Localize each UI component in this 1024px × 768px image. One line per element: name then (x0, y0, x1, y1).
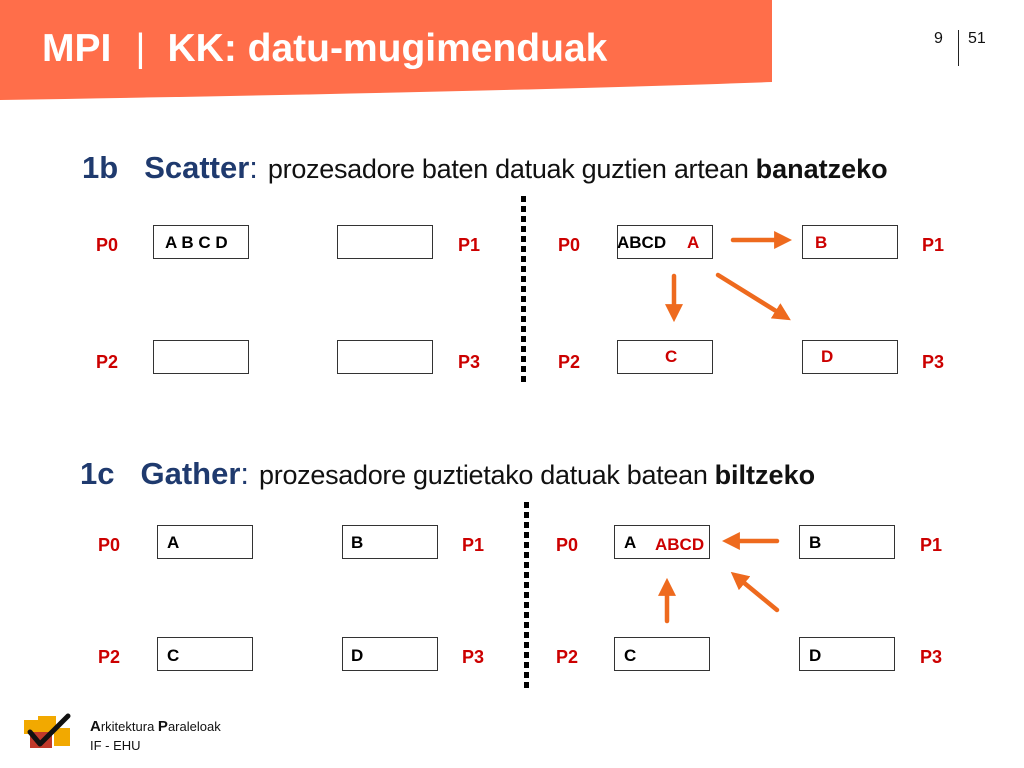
gather-keyword: Gather (140, 456, 241, 491)
gather-after-label-p2: P2 (556, 647, 579, 667)
scatter-after-label-p2: P2 (558, 352, 581, 372)
gather-number: 1c (80, 456, 115, 491)
footer-course-name: Arkitektura Paraleloak (90, 718, 221, 735)
gather-before-label-p2: P2 (98, 647, 121, 667)
scatter-keyword: Scatter (144, 150, 250, 185)
gather-after-box-p1-text: B (809, 533, 822, 552)
gather-after-label-p3: P3 (920, 647, 943, 667)
gather-before-box-p2-text: C (167, 646, 180, 665)
scatter-before-label-p2: P2 (96, 352, 119, 372)
gather-after-label-p0: P0 (556, 535, 579, 555)
gather-before-box-p3-text: D (351, 646, 364, 665)
scatter-after-box-p3-text: D (821, 347, 834, 366)
gather-arrow-from-p3 (737, 577, 777, 610)
scatter-after-box-p2-text: C (665, 347, 678, 366)
scatter-after-label-p3: P3 (922, 352, 945, 372)
gather-before-label-p0: P0 (98, 535, 121, 555)
gather-after-box-p3-text: D (809, 646, 822, 665)
scatter-before-label-p0: P0 (96, 235, 119, 255)
scatter-colon: : (249, 150, 258, 185)
ehu-checkmark-logo (24, 712, 74, 750)
gather-before-box-p0-text: A (167, 533, 180, 552)
scatter-after-label-p1: P1 (922, 235, 945, 255)
page-number-current: 9 (934, 30, 943, 47)
scatter-description: prozesadore baten datuak guztien artean (267, 154, 749, 184)
scatter-after-box-p0-red: A (687, 233, 700, 252)
title-mpi: MPI (42, 27, 112, 70)
title-topic: KK: datu-mugimenduak (167, 27, 608, 70)
gather-after-label-p1: P1 (920, 535, 943, 555)
gather-after-box-p2-text: C (624, 646, 637, 665)
scatter-emphasis: banatzeko (755, 154, 888, 184)
scatter-after-label-p0: P0 (558, 235, 581, 255)
gather-before-label-p3: P3 (462, 647, 485, 667)
scatter-number: 1b (82, 150, 119, 185)
scatter-after-box-p0-text: ABCD (617, 233, 667, 252)
gather-before-label-p1: P1 (462, 535, 485, 555)
scatter-after-box-p1-text: B (815, 233, 828, 252)
gather-emphasis: biltzeko (714, 460, 816, 490)
scatter-before-label-p1: P1 (458, 235, 481, 255)
gather-colon: : (240, 456, 250, 491)
title-separator: | (135, 27, 146, 70)
gather-after-box-p0-text: A (624, 533, 637, 552)
scatter-arrow-to-p3 (718, 275, 784, 316)
scatter-before-label-p3: P3 (458, 352, 481, 372)
page-number-total: 51 (968, 30, 986, 47)
footer-institution: IF - EHU (90, 738, 141, 753)
gather-after-box-p0-red: ABCD (655, 535, 705, 554)
gather-before-box-p1-text: B (351, 533, 364, 552)
gather-description: prozesadore guztietako datuak batean (259, 460, 708, 490)
scatter-before-box-p0-text: A B C D (165, 233, 228, 252)
